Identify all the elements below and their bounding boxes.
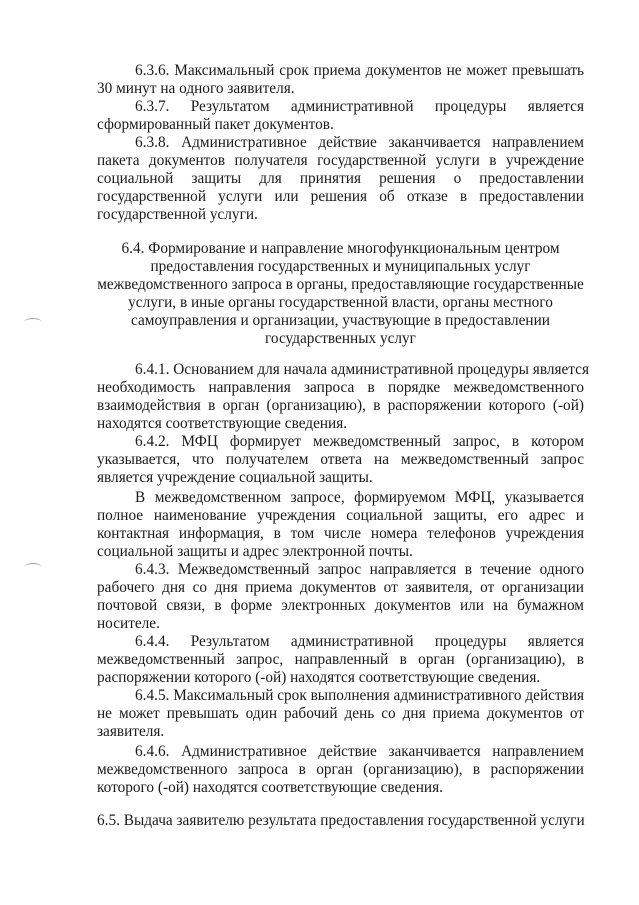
text-line: В межведомственном запросе, формируемом МФЦ, указывается (135, 489, 584, 506)
text-line: указывается, что получателем ответа на межведомственный запрос (97, 451, 584, 468)
text-line: пакета документов получателя государственной услуги в учреждение (97, 152, 584, 169)
text-line: государственной услуги или решения об отказе в предоставлении (97, 188, 584, 205)
section-heading-6-5: 6.5. Выдача заявителю результата предоставления государственной услуги (97, 812, 585, 829)
text-line: 30 минут на одного заявителя. (97, 80, 295, 97)
text-line: контактная информация, в том числе номера телефонов учреждения (97, 525, 584, 542)
text-line: 6.3.7. Результатом административной процедуры является (135, 98, 584, 115)
text-line: почтовой связи, в форме электронных документов или на бумажном (97, 597, 584, 614)
heading-line: межведомственного запроса в органы, предоставляющие государственные (97, 276, 584, 293)
text-line: находятся соответствующие сведения. (97, 415, 348, 432)
text-line: необходимость направления запроса в порядке межведомственного (97, 379, 584, 396)
text-line: не может превышать один рабочий день со дня приема документов от (97, 705, 584, 722)
text-line: межведомственного запроса в орган (организацию), в распоряжении (97, 761, 584, 778)
text-line: полное наименование учреждения социальной защиты, его адрес и (97, 507, 584, 524)
text-line: взаимодействия в орган (организацию), в распоряжении которого (-ой) (97, 397, 584, 414)
heading-line: предоставления государственных и муниципальных услуг (150, 258, 531, 275)
text-line: носителе. (97, 615, 160, 632)
text-line: сформированный пакет документов. (97, 116, 334, 133)
punch-hole-mark (24, 318, 42, 327)
heading-line: 6.4. Формирование и направление многофункциональным центром (121, 240, 560, 257)
heading-line: государственных услуг (265, 330, 416, 347)
text-line: 6.4.2. МФЦ формирует межведомственный запрос, в котором (135, 433, 584, 450)
text-line: 6.4.4. Результатом административной процедуры является (135, 633, 584, 650)
text-line: межведомственный запрос, направленный в орган (организацию), в (97, 651, 584, 668)
heading-line: самоуправления и организации, участвующие в предоставлении (131, 312, 550, 329)
text-line: заявителя. (97, 723, 165, 740)
heading-line: услуги, в иные органы государственной власти, органы местного (128, 294, 553, 311)
text-line: социальной защиты для принятия решения о предоставлении (97, 170, 584, 187)
text-line: является учреждение социальной защиты. (97, 469, 373, 486)
text-line: рабочего дня со дня приема документов от заявителя, от организации (97, 579, 584, 596)
text-line: 6.4.5. Максимальный срок выполнения административного действия (135, 687, 585, 704)
text-line: которого (-ой) находятся соответствующие сведения. (97, 779, 443, 796)
text-line: распоряжении которого (-ой) находятся соответствующие сведения. (97, 669, 541, 686)
text-line: 6.4.1. Основанием для начала административной процедуры является (135, 361, 589, 378)
text-line: 6.3.6. Максимальный срок приема документов не может превышать (135, 62, 584, 79)
punch-hole-mark (24, 563, 42, 572)
text-line: 6.4.3. Межведомственный запрос направляется в течение одного (135, 561, 584, 578)
text-line: государственной услуги. (97, 206, 258, 223)
text-line: 6.3.8. Административное действие заканчивается направлением (135, 134, 584, 151)
text-line: 6.4.6. Административное действие заканчивается направлением (135, 743, 584, 760)
text-line: социальной защиты и адрес электронной почты. (97, 543, 413, 560)
